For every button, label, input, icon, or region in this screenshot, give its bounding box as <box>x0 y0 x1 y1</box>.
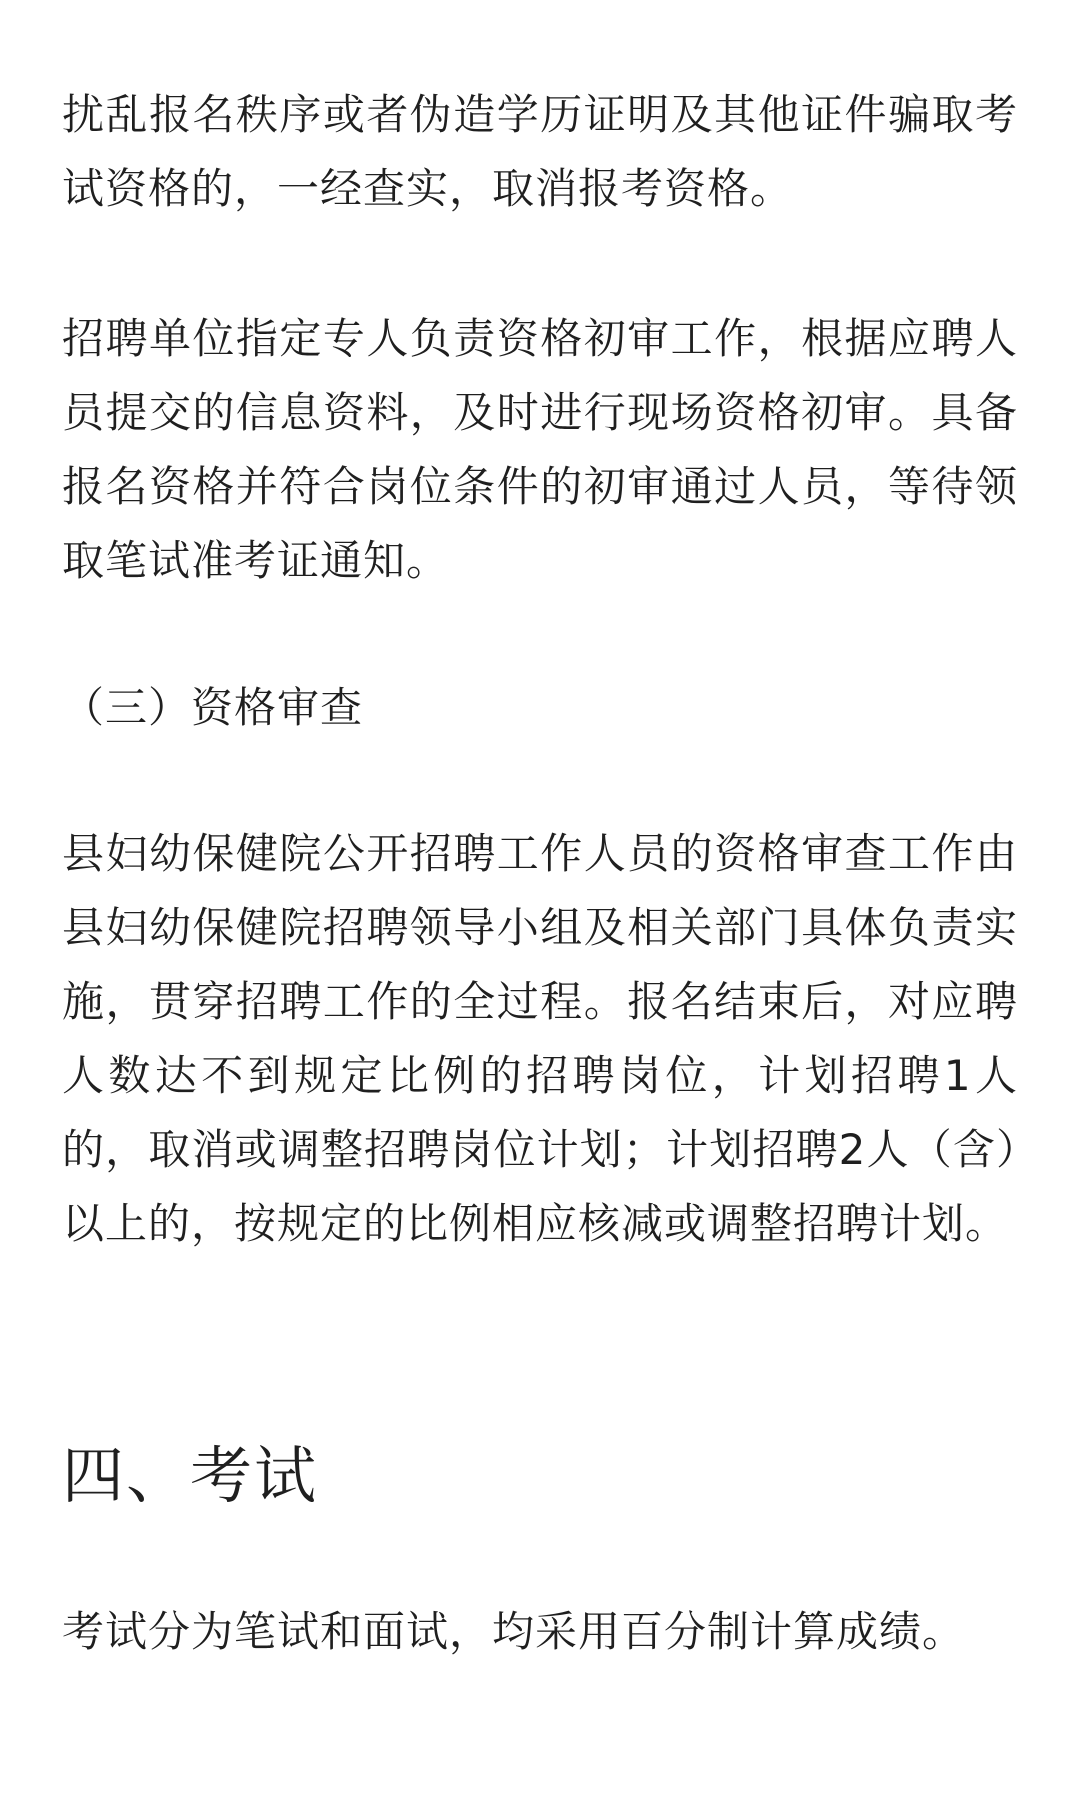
paragraph-qualification-review: 县妇幼保健院公开招聘工作人员的资格审查工作由县妇幼保健院招聘领导小组及相关部门具体负责实施，贯穿招聘工作的全过程。报名结束后，对应聘人数达不到规定比例的招聘岗位，计划招聘1人的，取消或调整招聘岗位计划；计划招聘2人（含）以上的，按规定的比例相应核减或调整招聘计划。 <box>62 829 1018 1248</box>
paragraph-registration-fraud: 扰乱报名秩序或者伪造学历证明及其他证件骗取考试资格的，一经查实，取消报考资格。 <box>62 90 1018 213</box>
paragraph-exam-scoring: 考试分为笔试和面试，均采用百分制计算成绩。 <box>62 1607 966 1656</box>
section-heading-exam: 四、考试 <box>62 1439 319 1512</box>
subheading-qualification-review: （三）资格审查 <box>62 683 364 732</box>
paragraph-initial-review: 招聘单位指定专人负责资格初审工作，根据应聘人员提交的信息资料，及时进行现场资格初审。具备报名资格并符合岗位条件的初审通过人员，等待领取笔试准考证通知。 <box>62 314 1018 585</box>
